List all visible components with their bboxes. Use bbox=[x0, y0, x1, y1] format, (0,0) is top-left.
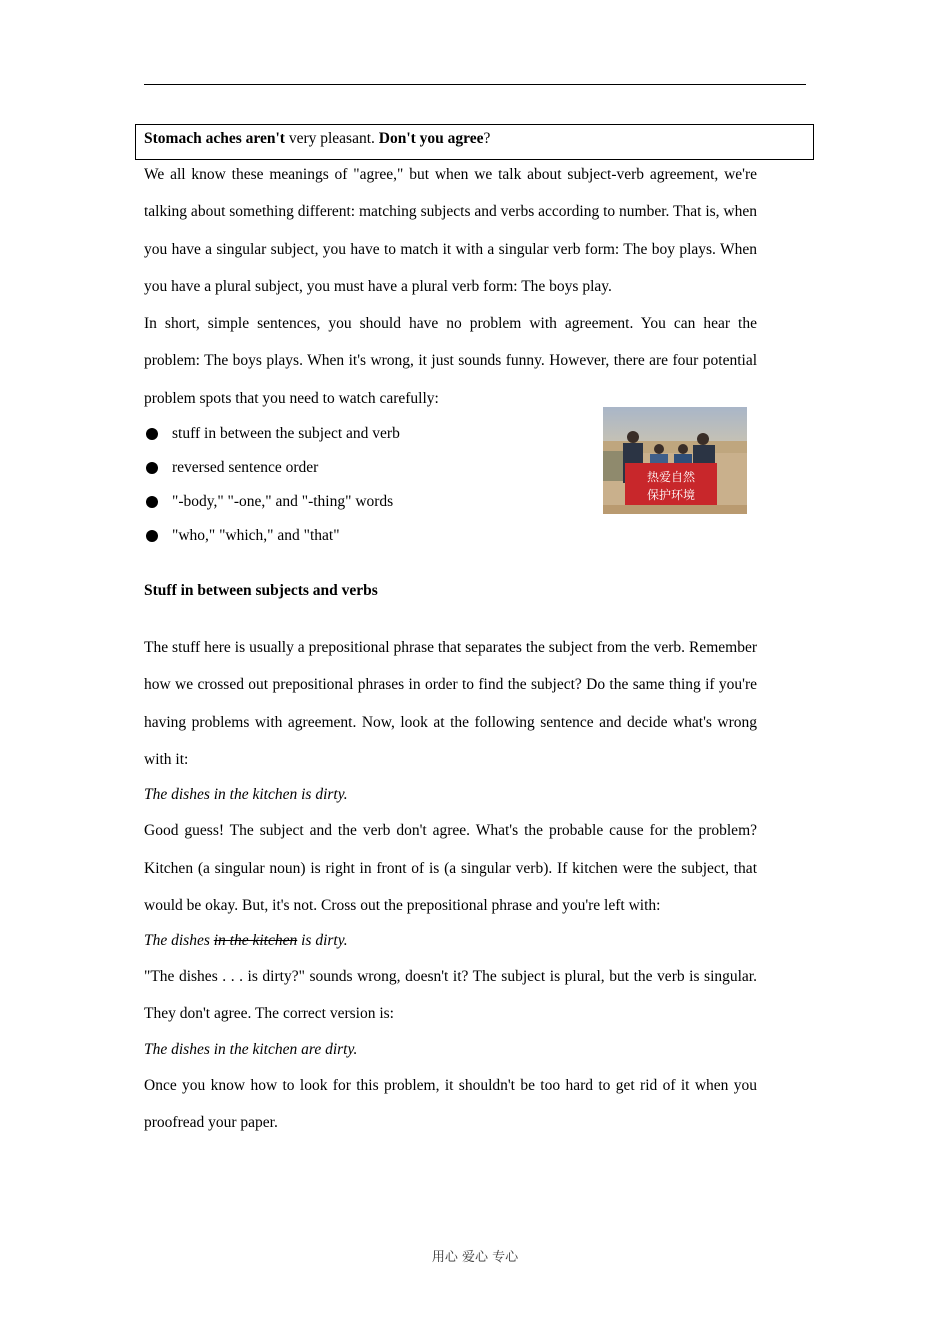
bullet-icon bbox=[146, 462, 158, 474]
paragraph-sounds-wrong: "The dishes . . . is dirty?" sounds wrong, doesn't it? The subject is plural, but the verb is singular. They don't agree. The correct version is: bbox=[144, 968, 757, 1023]
example-sentence-3: The dishes in the kitchen are dirty. bbox=[144, 1040, 358, 1058]
paragraph-good-guess: Good guess! The subject and the verb don't agree. What's the probable cause for the problem? Kitchen (a singular noun) is right in front of is (a singular verb). If kitchen were the subject, that would be okay. But, it's not. Cross out the prepositional phrase and you're left with: bbox=[144, 822, 757, 914]
intro-text-2: ? bbox=[483, 130, 491, 147]
document-body bbox=[144, 156, 757, 1141]
intro-bold-2: Don't you agree bbox=[378, 130, 484, 147]
paragraph-simple-sentences: In short, simple sentences, you should have no problem with agreement. You can hear the problem: The boys plays. When it's wrong, it just sounds funny. However, there are four potential problem spots that you need to watch carefully: bbox=[144, 315, 757, 407]
group-photo bbox=[603, 407, 747, 514]
banner-text-1: 热爱自然 bbox=[646, 470, 696, 484]
intro-box bbox=[135, 124, 814, 160]
bullet-icon bbox=[146, 496, 158, 508]
section-heading: Stuff in between subjects and verbs bbox=[144, 582, 378, 600]
page-footer: 用心 爱心 专心 bbox=[431, 1250, 519, 1265]
paragraph-proofread: Once you know how to look for this problem, it shouldn't be too hard to get rid of it when you proofread your paper. bbox=[144, 1076, 757, 1132]
paragraph-prepositional: The stuff here is usually a prepositional phrase that separates the subject from the verb. Remember how we crossed out prepositional phrases in order to find the subject? Do the same thing if you're having problems with agreement. Now, look at the following sentence and decide what's wrong with it: bbox=[144, 639, 757, 768]
banner-text-2: 保护环境 bbox=[646, 488, 696, 502]
header-rule bbox=[144, 84, 806, 85]
bullet-icon bbox=[146, 428, 158, 440]
list-item: "who," "which," and "that" bbox=[144, 519, 757, 553]
intro-bold-1: Stomach aches aren't bbox=[144, 130, 285, 147]
intro-text-1: very pleasant. bbox=[284, 130, 379, 147]
struck-phrase: in the kitchen bbox=[213, 932, 298, 950]
example-sentence-2: The dishes in the kitchen is dirty. bbox=[144, 932, 348, 950]
list-item: stuff in between the subject and verb bbox=[144, 417, 757, 451]
paragraph-agreement-meaning: We all know these meanings of "agree," but when we talk about subject-verb agreement, we're talking about something different: matching subjects and verbs according to number. That is, when you have a singular subject, you have to match it with a singular verb form: The boy plays. When you have a plural subject, you must have a plural verb form: The boys play. bbox=[144, 166, 757, 295]
list-item: "-body," "-one," and "-thing" words bbox=[144, 485, 757, 519]
bullet-icon bbox=[146, 530, 158, 542]
intro-sentence bbox=[144, 129, 490, 149]
list-item: reversed sentence order bbox=[144, 451, 757, 485]
example-sentence-1: The dishes in the kitchen is dirty. bbox=[144, 786, 348, 804]
